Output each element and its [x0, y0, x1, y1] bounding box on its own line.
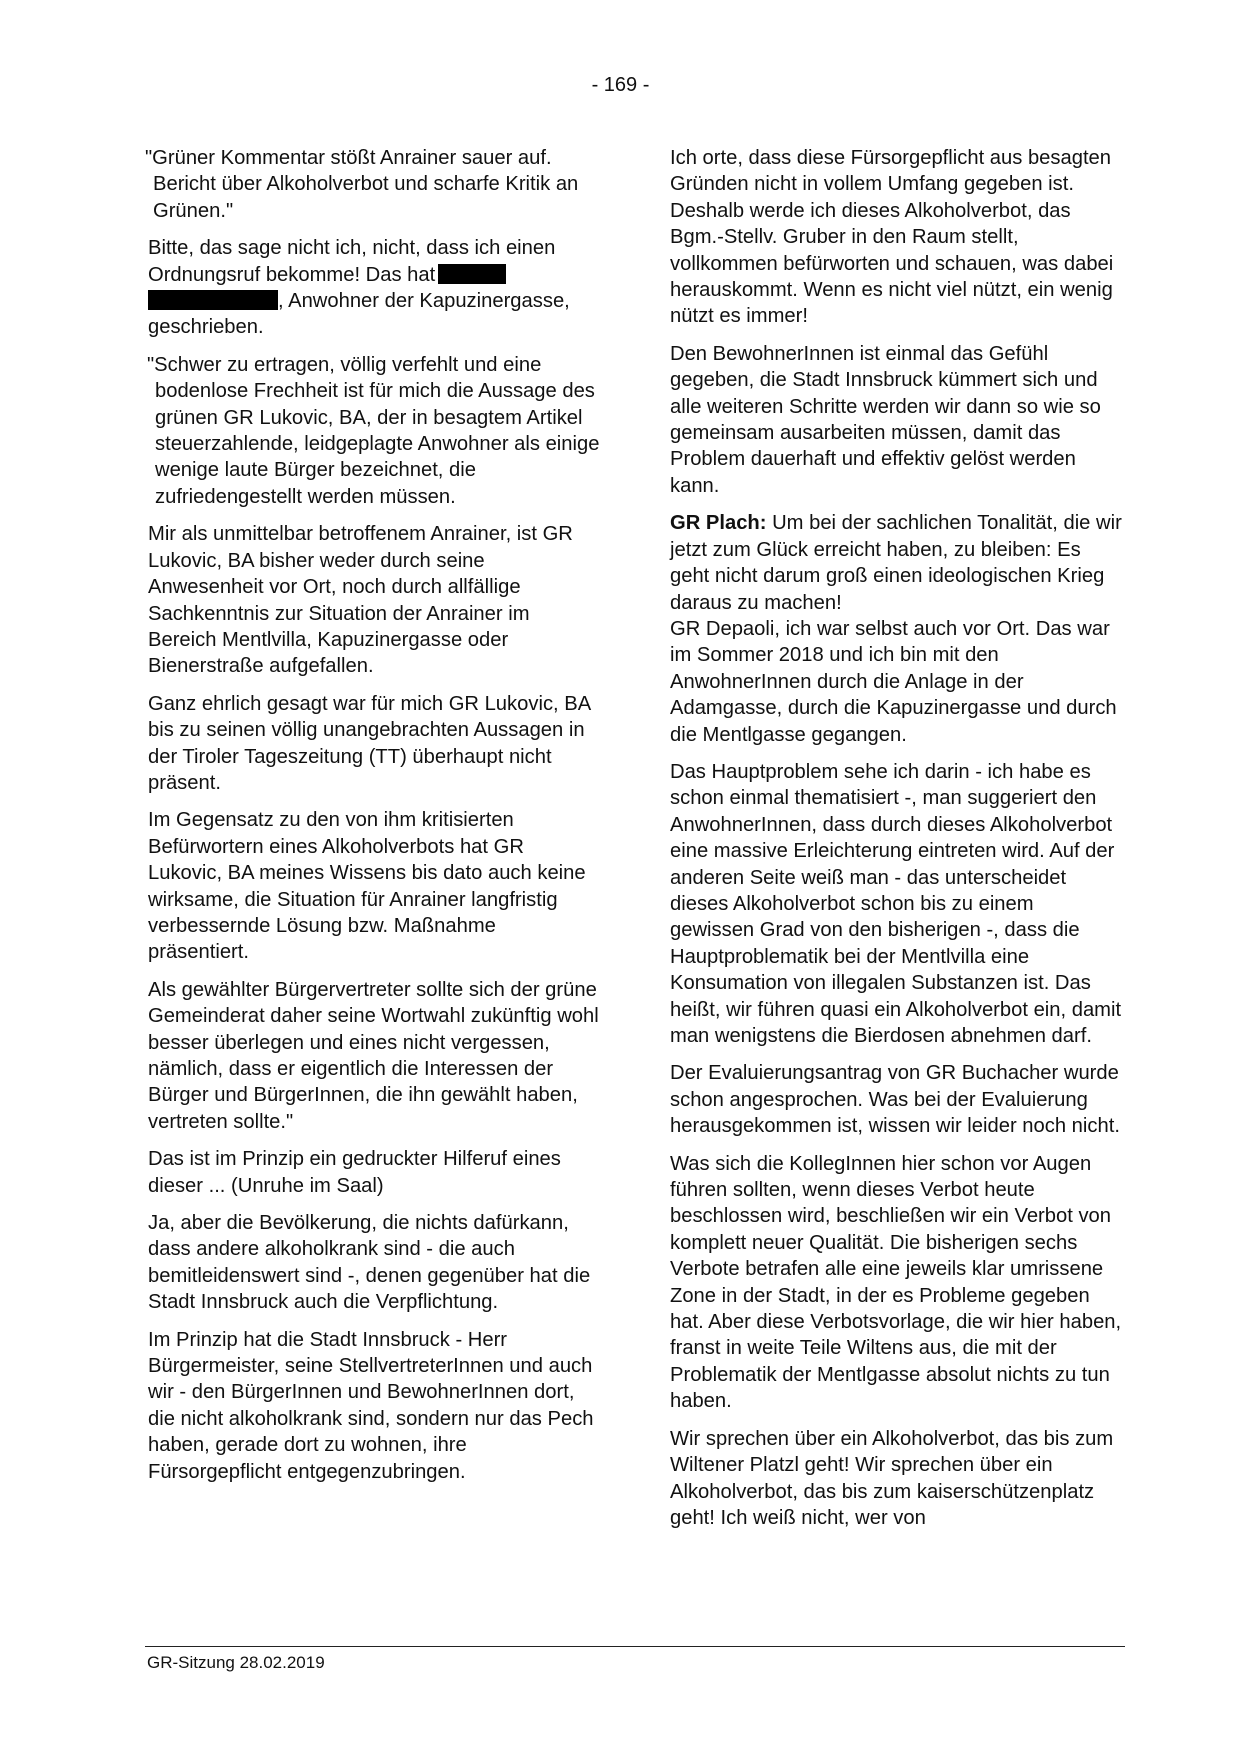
- paragraph: Im Prinzip hat die Stadt Innsbruck - Herr Bürgermeister, seine StellvertreterInnen und auch wir - den BürgerInnen und BewohnerInnen dort, die nicht alkoholkrank sind, sondern nur das Pech haben, gerade dort zu wohnen, ihre Fürsorgepflicht entgegenzubringen.: [148, 1328, 594, 1483]
- paragraph: Als gewählter Bürgervertreter sollte sich der grüne Gemeinderat daher seine Wortwahl zukünftig wohl besser überlegen und eines nicht vergessen, nämlich, dass er eigentlich die Interessen der Bürger und BürgerInnen, die ihn gewählt haben, vertreten sollte.": [148, 978, 599, 1133]
- paragraph: Wir sprechen über ein Alkoholverbot, das bis zum Wiltener Platzl geht! Wir sprechen über ein Alkoholverbot, das bis zum kaiserschützenplatz geht! Ich weiß nicht, wer von: [670, 1427, 1114, 1529]
- speaker-name: GR Plach:: [670, 512, 767, 535]
- paragraph: [670, 510, 1122, 748]
- paragraph-text: Bitte, das sage nicht ich, nicht, dass ich einen Ordnungsruf bekomme! Das hat: [148, 237, 556, 286]
- footer-text: GR-Sitzung 28.02.2019: [147, 1653, 325, 1672]
- paragraph: Mir als unmittelbar betroffenem Anrainer, ist GR Lukovic, BA bisher weder durch seine Anwesenheit vor Ort, noch durch allfällige Sachkenntnis zur Situation der Anrainer im Bereich Mentlvilla, Kapuzinergasse oder Bienerstraße aufgefallen.: [148, 523, 573, 678]
- paragraph: Den BewohnerInnen ist einmal das Gefühl gegeben, die Stadt Innsbruck kümmert sich und alle weiteren Schritte werden wir dann so wie so gemeinsam ausarbeiten müssen, damit das Problem dauerhaft und effektiv gelöst werden kann.: [670, 342, 1101, 497]
- paragraph: "Grüner Kommentar stößt Anrainer sauer auf. Bericht über Alkoholverbot und scharfe Kritik an Grünen.": [145, 147, 579, 222]
- paragraph-text: GR Depaoli, ich war selbst auch vor Ort. Das war im Sommer 2018 und ich bin mit den AnwohnerInnen durch die Anlage in der Adamgasse, durch die Kapuzinergasse und durch die Mentlgasse gegangen.: [670, 617, 1117, 746]
- footer-divider: [145, 1646, 1125, 1647]
- paragraph: Was sich die KollegInnen hier schon vor Augen führen sollten, wenn dieses Verbot heute beschlossen wird, beschließen wir ein Verbot von komplett neuer Qualität. Die bisherigen sechs Verbote betrafen alle eine jeweils klar umrissene Zone in der Stadt, in der es Probleme gegeben hat. Aber diese Verbotsvorlage, die wir hier haben, franst in weite Teile Wiltens aus, die mit der Problematik der Mentlgasse absolut nichts zu tun haben.: [670, 1152, 1122, 1413]
- paragraph-text: Um bei der sachlichen Tonalität, die wir jetzt zum Glück erreicht haben, zu bleiben: Es geht nicht darum groß einen ideologischen Krieg daraus zu machen!: [670, 512, 1122, 614]
- page-number: - 169 -: [591, 74, 650, 96]
- paragraph: Der Evaluierungsantrag von GR Buchacher wurde schon angesprochen. Was bei der Evaluierung herausgekommen ist, wissen wir leider noch nicht.: [670, 1062, 1120, 1138]
- paragraph: [145, 235, 600, 341]
- paragraph-text: , Anwohner der Kapuzinergasse, geschrieben.: [148, 290, 570, 339]
- redaction-bar: [148, 290, 278, 310]
- paragraph: Das ist im Prinzip ein gedruckter Hilferuf eines dieser ... (Unruhe im Saal): [148, 1148, 561, 1197]
- right-column: [670, 145, 1122, 1542]
- redaction-bar: [438, 264, 506, 284]
- paragraph: "Schwer zu ertragen, völlig verfehlt und eine bodenlose Frechheit ist für mich die Aussage des grünen GR Lukovic, BA, der in besagtem Artikel steuerzahlende, leidgeplagte Anwohner als einige wenige laute Bürger bezeichnet, die zufriedengestellt werden müssen.: [147, 353, 600, 508]
- paragraph: Das Hauptproblem sehe ich darin - ich habe es schon einmal thematisiert -, man suggeriert den AnwohnerInnen, dass durch dieses Alkoholverbot eine massive Erleichterung eintreten wird. Auf der anderen Seite weiß man - das unterscheidet dieses Alkoholverbot schon bis zu einem gewissen Grad von den bisherigen -, dass die Hauptproblematik bei der Mentlvilla eine Konsumation von illegalen Substanzen ist. Das heißt, wir führen quasi ein Alkoholverbot ein, damit man wenigstens die Bierdosen abnehmen darf.: [670, 760, 1122, 1047]
- left-column: [145, 145, 600, 1496]
- paragraph: Ich orte, dass diese Fürsorgepflicht aus besagten Gründen nicht in vollem Umfang gegeben ist. Deshalb werde ich dieses Alkoholverbot, das Bgm.-Stellv. Gruber in den Raum stellt, vollkommen befürworten und schauen, was dabei herauskommt. Wenn es nicht viel nützt, ein wenig nützt es immer!: [670, 147, 1114, 328]
- paragraph: Im Gegensatz zu den von ihm kritisierten Befürwortern eines Alkoholverbots hat GR Lukovic, BA meines Wissens bis dato auch keine wirksame, die Situation für Anrainer langfristig verbessernde Lösung bzw. Maßnahme präsentiert.: [148, 809, 586, 964]
- paragraph: Ganz ehrlich gesagt war für mich GR Lukovic, BA bis zu seinen völlig unangebrachten Aussagen in der Tiroler Tageszeitung (TT) überhaupt nicht präsent.: [148, 692, 591, 794]
- paragraph: Ja, aber die Bevölkerung, die nichts dafürkann, dass andere alkoholkrank sind - die auch bemitleidenswert sind -, denen gegenüber hat die Stadt Innsbruck auch die Verpflichtung.: [148, 1212, 591, 1314]
